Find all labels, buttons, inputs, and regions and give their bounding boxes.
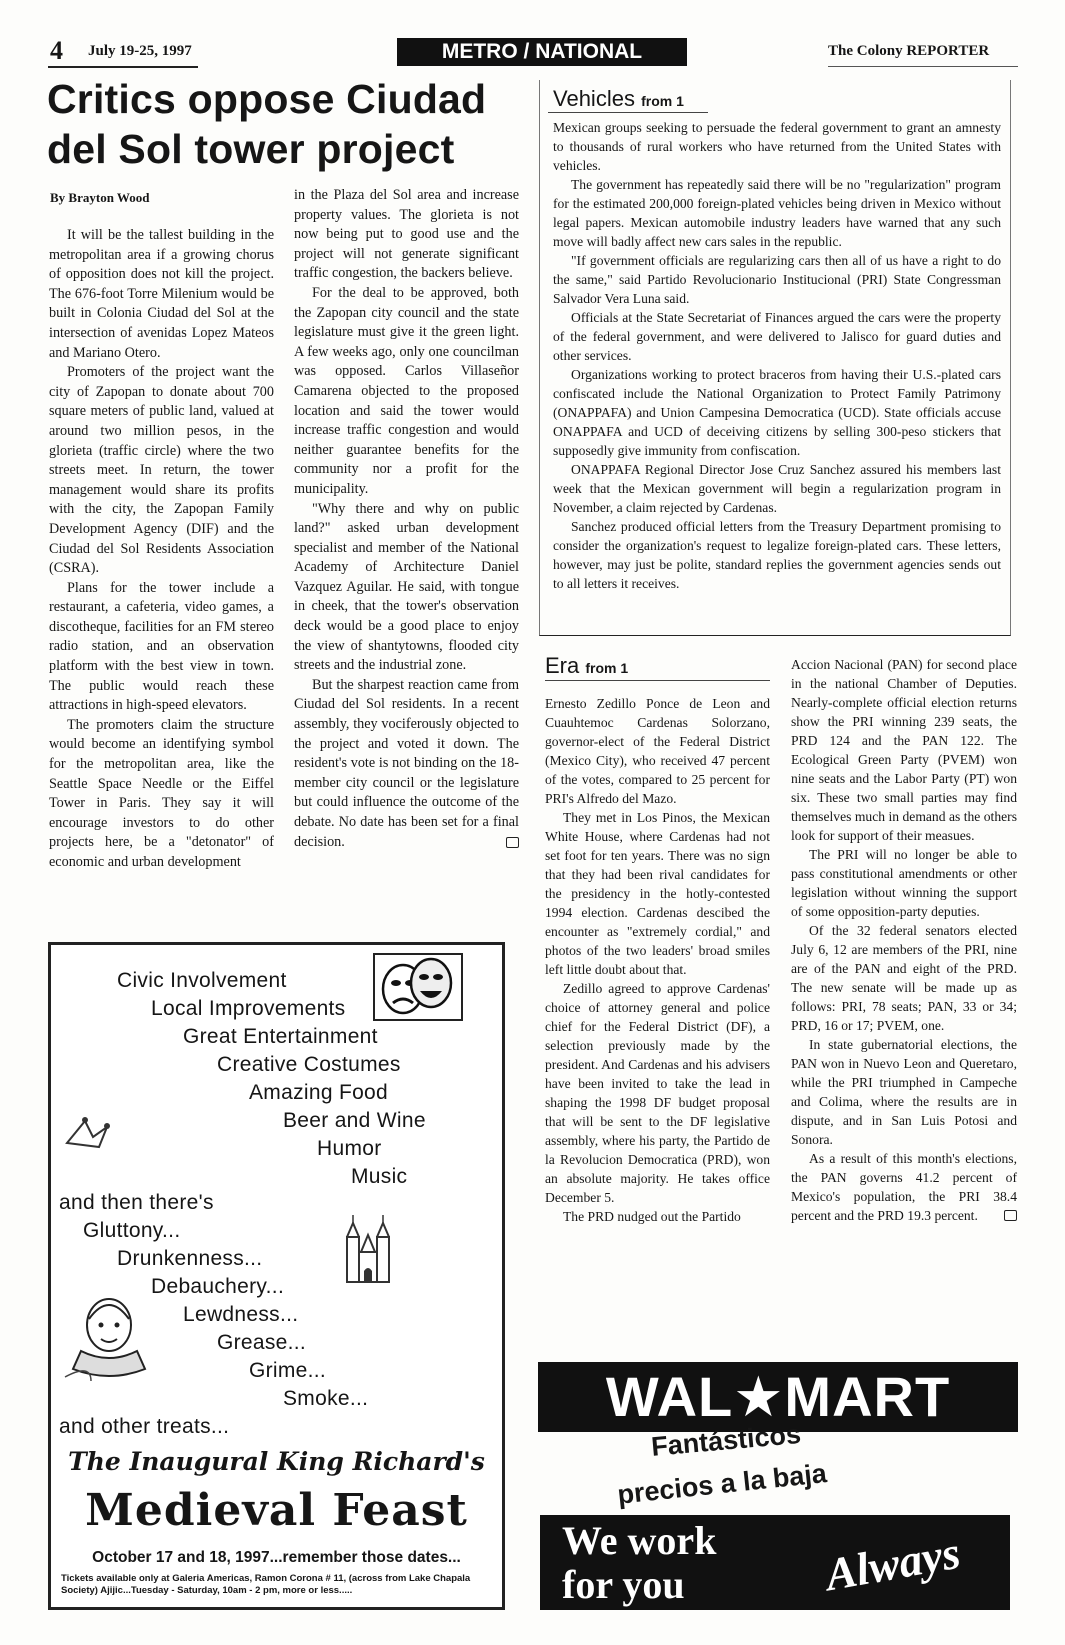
vehicles-paragraph: Officials at the State Secretariat of Finances argued the cars were the property of the federal government, and were delivered to Jalisco for guard duties and other services. xyxy=(553,310,1001,363)
shakespeare-portrait-icon xyxy=(61,1285,161,1385)
ad-tickets: Tickets available only at Galeria Americas, Ramon Corona # 11, (across from Lake Chapala Society) Ajijic...Tuesday - Saturday, 10am - 2 pm, more or less..... xyxy=(61,1573,471,1596)
headline-line-1: Critics oppose Ciudad xyxy=(47,76,487,122)
ad-line: Music xyxy=(351,1165,408,1188)
ad-line: Beer and Wine xyxy=(283,1109,426,1132)
end-mark-icon xyxy=(506,837,519,848)
ad-title-2: Medieval Feast xyxy=(85,1485,468,1536)
ad-vice: Grease... xyxy=(217,1331,307,1354)
ad-vice: Gluttony... xyxy=(83,1219,181,1242)
vehicles-paragraph: The government has repeatedly said there will be no "regularization" program for the estimated 200,000 foreign-plated vehicles being driven in Mexico without legal papers. Mexican automobile industry leaders have warned that any such move will badly affect new cars sales in the republic. xyxy=(553,177,1001,249)
era-paragraph: Accion Nacional (PAN) for second place in the national Chamber of Deputies. Nearly-complete official election returns show the PRI winning 239 seats, the PRD 124 and the PAN 122. The Ecological Green Party (PVEM) won nine seats and the Labor Party (PT) won six. These two small parties may find themselves much in demand as the others look for support of their measues. xyxy=(791,657,1017,843)
vehicles-paragraph: "If government officials are regularizing cars then all of us have a right to do the same," said Partido Revolucionario Institucional (PRI) State Congressman Salvador Vera Luna said. xyxy=(553,253,1001,306)
jester-hat-icon xyxy=(63,1113,113,1153)
end-mark-icon xyxy=(1004,1210,1017,1221)
ad-then: and then there's xyxy=(59,1191,214,1214)
ad-title-1: The Inaugural King Richard's xyxy=(68,1447,485,1476)
ad-vice: Lewdness... xyxy=(183,1303,299,1326)
issue-date: July 19-25, 1997 xyxy=(88,43,192,59)
era-paragraph: As a result of this month's elections, the PAN governs 41.2 percent of Mexico's population, the PRI 38.4 percent and the PRD 19.3 percent. xyxy=(791,1151,1017,1223)
ad-line: Great Entertainment xyxy=(183,1025,378,1048)
walmart-tagline-1: Fantásticos xyxy=(650,1418,803,1462)
walmart-tagline-2: precios a la baja xyxy=(616,1458,829,1510)
vehicles-paragraph: Organizations working to protect braceros from having their U.S.-plated cars confiscated include the National Organization to Protect Family Patrimony (ONAPPAFA) and Union Campesina Democratica (UCD). State officials accuse ONAPPAFA and UCD of deceiving citizens by selling 300-peso stickers that supposedly give immunity from confiscation. xyxy=(553,367,1001,458)
ad-other: and other treats... xyxy=(59,1415,230,1438)
walmart-brand-banner: WAL★MART xyxy=(538,1362,1018,1432)
lead-paragraph: But the sharpest reaction came from Ciudad del Sol residents. In a recent assembly, they vociferously objected to the project and voted it down. The resident's vote is not binding on the 18-member city council or the legislature but could influence the outcome of the debate. No date has been set for a final decision. xyxy=(294,676,519,850)
era-paragraph: Ernesto Zedillo Ponce de Leon and Cuauhtemoc Cardenas Solorzano, governor-elect of the Federal District (Mexico City), who received 47 percent of the votes, compared to 25 percent for PRI's Alfredo del Mazo. xyxy=(545,696,770,806)
vehicles-body xyxy=(553,118,1001,593)
lead-paragraph: Promoters of the project want the city of Zapopan to donate about 700 square meters of public land, valued at around two million pesos, in the glorieta (traffic circle) where the two streets meet. In return, the tower management would share its profits with the city, the Zapopan Family Development Agency (DIF) and the Ciudad del Sol Residents Association (CSRA). xyxy=(49,364,274,577)
lead-paragraph: in the Plaza del Sol area and increase property values. The glorieta is not now being put to good use and the project will not generate significant traffic congestion, the backers believe. xyxy=(294,187,519,282)
theatre-masks-icon xyxy=(373,953,463,1021)
lead-article-column-2 xyxy=(294,186,519,852)
byline: By Brayton Wood xyxy=(50,190,150,205)
castle-icon xyxy=(339,1207,399,1287)
walmart-script: Always xyxy=(821,1526,964,1601)
masthead-rule-right xyxy=(828,66,1018,67)
lead-paragraph: The promoters claim the structure would become an identifying symbol for the metropolitan area, like the Seattle Space Needle or the Eiffel Tower in Paris. They say it will encourage investors to do other projects here, be a "detonator" of economic and urban development xyxy=(49,716,274,870)
era-paragraph: Of the 32 federal senators elected July 6, 12 are members of the PRI, nine are of the PAN and eight of the PRD. The new senate will be made up as follows: PRI, 78 seats; PAN, 33 or 34; PRD, 16 or 17; PVEM, one. xyxy=(791,923,1017,1033)
ad-line: Local Improvements xyxy=(151,997,346,1020)
era-paragraph: In state gubernatorial elections, the PAN won in Nuevo Leon and Queretaro, while the PRI triumphed in Campeche and Colima, where the results are in dispute, and in San Luis Potosi and Sonora. xyxy=(791,1037,1017,1147)
era-paragraph: The PRI will no longer be able to pass constitutional amendments or other legislation without winning the support of some opposition-party deputies. xyxy=(791,847,1017,919)
ad-vice: Grime... xyxy=(249,1359,327,1382)
ad-vice: Smoke... xyxy=(283,1387,369,1410)
vehicles-paragraph: ONAPPAFA Regional Director Jose Cruz Sanchez assured his members last week that the Mexican government will begin a regularization program in November, a claim rejected by Cardenas. xyxy=(553,462,1001,515)
walmart-slogan-2: for you xyxy=(562,1562,685,1607)
ad-line: Amazing Food xyxy=(249,1081,389,1104)
lead-article-column-1 xyxy=(49,226,274,873)
ad-line: Creative Costumes xyxy=(217,1053,401,1076)
era-headline: Era from 1 xyxy=(545,653,629,678)
era-paragraph: They met in Los Pinos, the Mexican White House, where Cardenas had not set foot for ten years. There was no sign that they had been rival candidates for the presidency in the hotly-contested 1994 election. Cardenas descibed the encounter as "extremely cordial," and photos of the two leaders' broad smiles left little doubt about that. xyxy=(545,810,770,977)
lead-paragraph: For the deal to be approved, both the Zapopan city council and the state legislature must give it the green light. A few weeks ago, only one councilman was opposed. Carlos Villaseñor Camarena objected to the proposed location and said the tower would increase traffic congestion and would neither guarantee benefits for the community nor a profit for the municipality. xyxy=(294,284,519,497)
vehicles-headline: Vehicles from 1 xyxy=(553,86,684,111)
era-column-2 xyxy=(791,655,1017,1225)
ad-dates: October 17 and 18, 1997...remember those dates... xyxy=(92,1549,461,1566)
ad-vice: Debauchery... xyxy=(151,1275,285,1298)
lead-paragraph: It will be the tallest building in the metropolitan area if a growing chorus of opposition does not kill the project. The 676-foot Torre Milenium would be built in Colonia Ciudad del Sol at the intersection of avenidas Lopez Mateos and Mariano Otero. xyxy=(49,227,274,361)
ad-line: Humor xyxy=(317,1137,382,1160)
ad-line: Civic Involvement xyxy=(117,969,287,992)
paper-name: The Colony REPORTER xyxy=(828,43,990,59)
lead-paragraph: "Why there and why on public land?" asked urban development specialist and member of the National Academy of Architecture Daniel Vazquez Aguilar. He said, with tongue in cheek, that the tower's observation deck would be a good place to enjoy the view of shantytowns, flooded city streets and the industrial zone. xyxy=(294,500,519,674)
era-column-1 xyxy=(545,694,770,1226)
vehicles-paragraph: Mexican groups seeking to persuade the federal government to grant an amnesty to thousands of rural workers who have returned from the United States with vehicles. xyxy=(553,120,1001,173)
era-head-rule xyxy=(545,680,770,681)
page-number: 4 xyxy=(50,36,63,65)
walmart-slogan-panel xyxy=(540,1515,1010,1610)
lead-paragraph: Plans for the tower include a restaurant, a cafeteria, video games, a discotheque, facilities for an FM stereo radio station, and an observation platform with the best view in town. The public would reach these attractions in high-speed elevators. xyxy=(49,579,274,714)
headline-line-2: del Sol tower project xyxy=(47,126,455,172)
era-paragraph: Zedillo agreed to approve Cardenas' choice of attorney general and police chief for the Federal District (DF), a selection previously made by the president. And Cardenas and his advisers have been invited to take the lead in shaping the 1998 DF budget proposal that will be sent to the DF legislative assembly, where his party, the Partido de la Revolucion Democratica (PRD), won an absolute majority. He takes office December 5. xyxy=(545,981,770,1205)
vehicles-head-rule xyxy=(548,112,708,113)
feast-ad xyxy=(48,942,505,1610)
ad-vice: Drunkenness... xyxy=(117,1247,263,1270)
vehicles-paragraph: Sanchez produced official letters from the Treasury Department promising to consider the organization's request to legalize foreign-plated cars. These letters, however, may just be polite, standard replies the government agencies sends out to all letters it receives. xyxy=(553,519,1001,591)
masthead-rule-left xyxy=(48,66,198,68)
era-paragraph: The PRD nudged out the Partido xyxy=(563,1209,741,1224)
walmart-slogan-1: We work xyxy=(562,1518,717,1563)
section-banner: METRO / NATIONAL xyxy=(397,38,687,66)
